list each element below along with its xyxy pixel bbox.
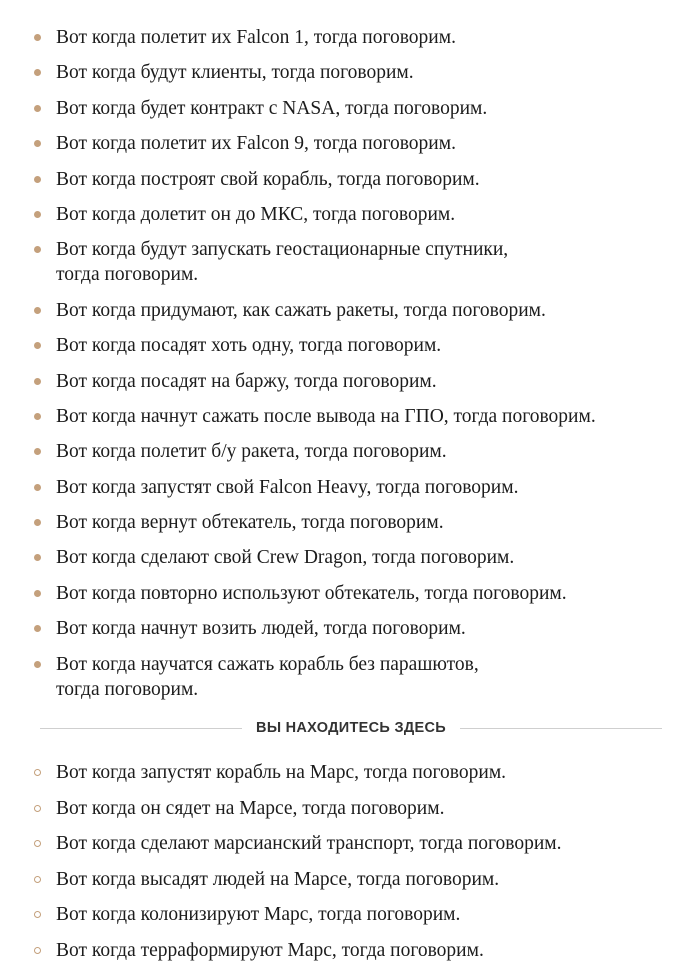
past-list-item bbox=[0, 510, 700, 535]
list-item-text: Вот когда вернут обтекатель, тогда поговорим. bbox=[56, 512, 444, 534]
filled-bullet-icon bbox=[34, 661, 41, 668]
past-list-item bbox=[0, 131, 700, 156]
list-item-text: Вот когда построят свой корабль, тогда поговорим. bbox=[56, 168, 480, 190]
past-list-item bbox=[0, 404, 700, 429]
filled-bullet-icon bbox=[34, 590, 41, 597]
future-list-item bbox=[0, 796, 700, 821]
list-item-text: Вот когда будут клиенты, тогда поговорим. bbox=[56, 62, 414, 84]
past-list-item bbox=[0, 616, 700, 641]
past-list-item bbox=[0, 369, 700, 394]
past-list-item bbox=[0, 60, 700, 85]
list-item-text: Вот когда полетит их Falcon 9, тогда поговорим. bbox=[56, 133, 456, 155]
list-item-text: Вот когда будет контракт с NASA, тогда поговорим. bbox=[56, 97, 488, 119]
hollow-bullet-icon bbox=[34, 911, 41, 918]
future-list-item bbox=[0, 938, 700, 963]
past-list-item bbox=[0, 298, 700, 323]
filled-bullet-icon bbox=[34, 307, 41, 314]
list-item-text: Вот когда сделают свой Crew Dragon, тогда поговорим. bbox=[56, 547, 515, 569]
list-item-text: Вот когда начнут сажать после вывода на ГПО, тогда поговорим. bbox=[56, 405, 596, 427]
future-list-item bbox=[0, 760, 700, 785]
filled-bullet-icon bbox=[34, 378, 41, 385]
past-list-item bbox=[0, 96, 700, 121]
filled-bullet-icon bbox=[34, 34, 41, 41]
past-list-item bbox=[0, 545, 700, 570]
past-list-item bbox=[0, 202, 700, 227]
past-milestones-list bbox=[0, 25, 700, 712]
list-item-text: Вот когда будут запускать геостационарные спутники, тогда поговорим. bbox=[56, 239, 509, 286]
filled-bullet-icon bbox=[34, 176, 41, 183]
you-are-here-divider bbox=[40, 717, 662, 739]
future-list-item bbox=[0, 902, 700, 927]
list-item-text: Вот когда сделают марсианский транспорт, тогда поговорим. bbox=[56, 833, 562, 854]
list-item-text: Вот когда терраформируют Марс, тогда поговорим. bbox=[56, 939, 484, 961]
filled-bullet-icon bbox=[34, 484, 41, 491]
list-item-text: Вот когда он сядет на Марсе, тогда поговорим. bbox=[56, 797, 445, 819]
future-list-item bbox=[0, 867, 700, 892]
past-list-item bbox=[0, 333, 700, 358]
list-item-text: Вот когда полетит б/у ракета, тогда поговорим. bbox=[56, 441, 447, 463]
hollow-bullet-icon bbox=[34, 805, 41, 812]
past-list-item bbox=[0, 167, 700, 192]
future-list-item bbox=[0, 831, 700, 856]
filled-bullet-icon bbox=[34, 625, 41, 632]
hollow-bullet-icon bbox=[34, 840, 41, 847]
hollow-bullet-icon bbox=[34, 769, 41, 776]
list-item-text: Вот когда научатся сажать корабль без парашютов, тогда поговорим. bbox=[56, 653, 479, 700]
past-list-item bbox=[0, 439, 700, 464]
filled-bullet-icon bbox=[34, 105, 41, 112]
list-item-text: Вот когда начнут возить людей, тогда поговорим. bbox=[56, 618, 466, 640]
filled-bullet-icon bbox=[34, 140, 41, 147]
filled-bullet-icon bbox=[34, 519, 41, 526]
hollow-bullet-icon bbox=[34, 876, 41, 883]
list-item-text: Вот когда запустят корабль на Марс, тогда поговорим. bbox=[56, 762, 507, 783]
list-item-text: Вот когда запустят свой Falcon Heavy, тогда поговорим. bbox=[56, 476, 519, 498]
filled-bullet-icon bbox=[34, 69, 41, 76]
divider-rule-left bbox=[40, 728, 242, 729]
past-list-item bbox=[0, 652, 700, 702]
past-list-item bbox=[0, 237, 700, 287]
list-item-text: Вот когда повторно используют обтекатель, тогда поговорим. bbox=[56, 582, 567, 604]
past-list-item bbox=[0, 25, 700, 50]
list-item-text: Вот когда посадят хоть одну, тогда поговорим. bbox=[56, 335, 442, 357]
filled-bullet-icon bbox=[34, 342, 41, 349]
filled-bullet-icon bbox=[34, 448, 41, 455]
hollow-bullet-icon bbox=[34, 947, 41, 954]
filled-bullet-icon bbox=[34, 554, 41, 561]
list-item-text: Вот когда придумают, как сажать ракеты, тогда поговорим. bbox=[56, 299, 546, 321]
past-list-item bbox=[0, 475, 700, 500]
past-list-item bbox=[0, 581, 700, 606]
list-item-text: Вот когда колонизируют Марс, тогда поговорим. bbox=[56, 904, 461, 925]
filled-bullet-icon bbox=[34, 413, 41, 420]
list-item-text: Вот когда полетит их Falcon 1, тогда поговорим. bbox=[56, 27, 456, 48]
list-item-text: Вот когда долетит он до МКС, тогда поговорим. bbox=[56, 203, 456, 225]
filled-bullet-icon bbox=[34, 211, 41, 218]
list-item-text: Вот когда высадят людей на Марсе, тогда поговорим. bbox=[56, 868, 500, 890]
list-item-text: Вот когда посадят на баржу, тогда поговорим. bbox=[56, 370, 437, 392]
filled-bullet-icon bbox=[34, 246, 41, 253]
future-milestones-list bbox=[0, 760, 700, 973]
divider-rule-right bbox=[460, 728, 662, 729]
you-are-here-label: ВЫ НАХОДИТЕСЬ ЗДЕСЬ bbox=[256, 720, 446, 736]
